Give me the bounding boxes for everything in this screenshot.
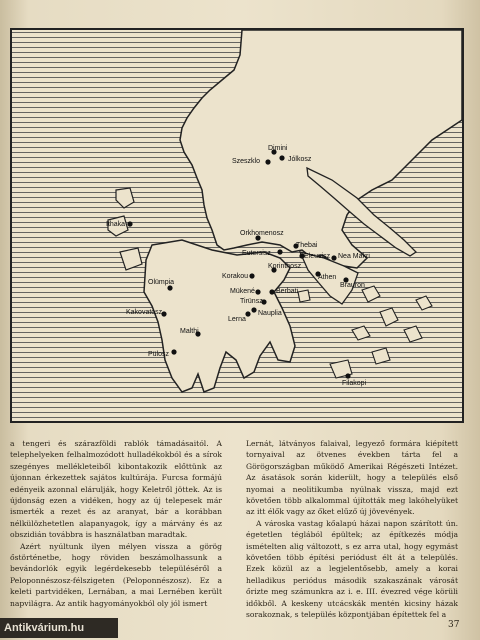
- map-graphic: [12, 30, 462, 421]
- map-label-lerna: Lerna: [228, 316, 246, 323]
- map-label-korakou: Korakou: [222, 273, 249, 280]
- map-label-szeszklo: Szeszklo: [232, 158, 261, 165]
- map-label-athen: Athen: [318, 274, 337, 281]
- site-dot-filakopi: [345, 373, 350, 378]
- map-label-orkhomenosz: Orkhomenosz: [240, 230, 284, 237]
- watermark-logo: Antikvárium.hu: [0, 618, 118, 638]
- map-label-olumpia: Olümpia: [148, 279, 175, 286]
- map-label-brauron: Brauron: [340, 282, 365, 289]
- page-number: 37: [448, 620, 460, 630]
- site-dot-lerna: [245, 311, 250, 316]
- map-label-nauplia: Nauplia: [258, 310, 282, 317]
- map-label-berbati: Berbati: [276, 288, 299, 295]
- site-dot-mukene: [255, 289, 260, 294]
- map-label-kakovatosz: Kakovatosz: [126, 309, 163, 316]
- site-dot-nauplia: [251, 307, 256, 312]
- text-column-right: [246, 438, 458, 621]
- site-dot-nea-makri: [331, 255, 336, 260]
- aegina-island: [298, 290, 310, 302]
- map-label-eleusisz: Eleusisz: [304, 253, 331, 260]
- map-label-dimini: Dimini: [268, 145, 288, 152]
- site-dot-pulosz: [171, 349, 176, 354]
- map-label-tirunsz: Tirünsz: [240, 298, 263, 305]
- map-label-eutersisz: Eutersisz: [242, 250, 271, 257]
- site-dot-szeszklo: [265, 159, 270, 164]
- left-paragraph-2: Azért nyúltunk ilyen mélyen vissza a görög őstörténetbe, hogy röviden beszámolhassunk a bevándorlók egyik legérdekesebb településéről a Peloponnészosz-félszigeten (Peloponnészosz). Ez a keleti partvidéken, Lernában, a mai Lernében került napvilágra. Az antik hagyományokból oly jól ismert: [10, 541, 222, 608]
- map-label-mukene: Mükené: [230, 288, 255, 295]
- site-dot-eutersisz: [277, 249, 282, 254]
- map-label-malthi: Malthi: [180, 328, 199, 335]
- map-label-thebai: Thebai: [296, 242, 318, 249]
- site-dot-olumpia: [167, 285, 172, 290]
- map-label-nea-makri: Nea Makri: [338, 253, 370, 260]
- site-dot-berbati: [269, 289, 274, 294]
- right-paragraph-2: A városka vastag kőalapú házai napon szárított ún. égetetlen téglából épültek; az építkezés módja ismételten alig változott, s ez arra utal, hogy egymást követően több építési periódust élt át a település. Ezek közül az a legjelentősebb, amely a korai helladikus periódus második szakaszának városát őrizte meg számunkra az i. e. III. évezred vége körüli időkből. A keskeny utcácskák mentén kicsiny házak sorakoznak, s település központjában építettek fel a: [246, 518, 458, 620]
- map-label-pulosz: Pülosz: [148, 351, 170, 358]
- left-paragraph-1: a tengeri és szárazföldi rablók támadásaitól. A telephelyeken felhalmozódott hulladékokból és a sírok szegényes mellékleteiből kibontakozik előttünk az újonnan érkezettek sajátos kultúrája. Furcsa formájú edényeik azonnal elárulják, hogy Keletről jöttek. Az is újdonság ezen a vidéken, hogy az új telepesek már ismerték a rezet és az aranyat, bár a korábban nélkülözhetetlen alapanyagok, így a márvány és az obszidián továbbra is használatban maradtak.: [10, 439, 222, 540]
- site-dot-korakou: [249, 273, 254, 278]
- map-label-korinthosz: Korinthosz: [268, 263, 302, 270]
- map-of-greece: [10, 28, 464, 423]
- map-label-ithaka: Ithaka: [106, 221, 126, 228]
- text-column-left: [10, 438, 222, 609]
- map-label-filakopi: Filakopi: [342, 380, 367, 387]
- site-dot-jolkosz: [279, 155, 284, 160]
- map-label-jolkosz: Jólkosz: [288, 156, 312, 163]
- site-dot-ithaka: [127, 221, 132, 226]
- right-paragraph-1: Lernát, látványos falaival, legyező formára kiépített tornyaival az ötvenes években tárta fel a Görögországban működő Amerikai Régészeti Intézet. Az ásatások során kiderült, hogy a település első nyomai a neolitikumba nyúlnak vissza, majd ezt követően több alkalommal újították meg lakóhelyüket az itt élők vagy az őket elűző új jövevények.: [246, 439, 458, 517]
